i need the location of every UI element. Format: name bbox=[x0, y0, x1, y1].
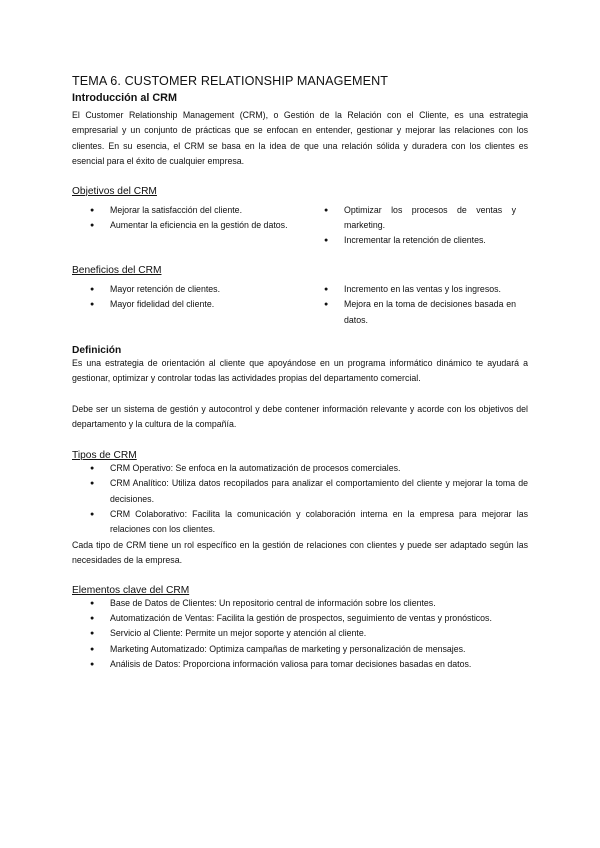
bullet-icon: ● bbox=[90, 301, 95, 309]
list-item: ● Incrementar la retención de clientes. bbox=[324, 233, 516, 248]
definicion-paragraph-2: Debe ser un sistema de gestión y autocontrol y debe contener información relevante y acorde con los objetivos del departamento y la cultura de la compañía. bbox=[72, 403, 528, 430]
bullet-icon: ● bbox=[90, 222, 95, 230]
beneficios-col-left bbox=[72, 282, 318, 328]
definicion-heading: Definición bbox=[72, 345, 122, 357]
list-item: ● Incremento en las ventas y los ingresos. bbox=[324, 282, 516, 297]
tipos-closing: Cada tipo de CRM tiene un rol específico en la gestión de relaciones con clientes y puede ser adaptado según las necesidades de la empresa. bbox=[72, 539, 528, 566]
elementos-list bbox=[72, 596, 528, 673]
document-title: TEMA 6. CUSTOMER RELATIONSHIP MANAGEMENT bbox=[72, 74, 389, 88]
list-item: ● CRM Operativo: Se enfoca en la automatización de procesos comerciales. bbox=[90, 461, 528, 476]
bullet-icon: ● bbox=[90, 614, 95, 622]
beneficios-col-right bbox=[324, 282, 516, 328]
objetivos-col-left bbox=[72, 203, 318, 249]
bullet-icon: ● bbox=[90, 661, 95, 669]
tipos-heading: Tipos de CRM bbox=[72, 449, 137, 461]
beneficios-heading: Beneficios del CRM bbox=[72, 264, 162, 276]
list-item: ● Optimizar los procesos de ventas y marketing. bbox=[324, 203, 516, 234]
bullet-icon: ● bbox=[90, 206, 95, 214]
objetivos-heading: Objetivos del CRM bbox=[72, 185, 157, 197]
bullet-icon: ● bbox=[324, 285, 329, 293]
list-item: ● Análisis de Datos: Proporciona información valiosa para tomar decisiones basadas en datos. bbox=[90, 657, 528, 672]
bullet-icon: ● bbox=[324, 237, 329, 245]
list-item: ● Mejorar la satisfacción del cliente. bbox=[90, 203, 318, 218]
bullet-icon: ● bbox=[90, 480, 95, 488]
objetivos-list bbox=[72, 203, 528, 249]
list-item: ● Aumentar la eficiencia en la gestión de datos. bbox=[90, 218, 318, 233]
list-item: ● Marketing Automatizado: Optimiza campañas de marketing y personalización de mensajes. bbox=[90, 642, 528, 657]
tipos-list bbox=[72, 461, 528, 538]
list-item: ● CRM Analítico: Utiliza datos recopilados para analizar el comportamiento del cliente y mejorar la toma de decisiones. bbox=[90, 476, 528, 507]
list-item: ● Mayor fidelidad del cliente. bbox=[90, 297, 318, 312]
list-item: ● Servicio al Cliente: Permite un mejor soporte y atención al cliente. bbox=[90, 626, 528, 641]
intro-paragraph: El Customer Relationship Management (CRM), o Gestión de la Relación con el Cliente, es una estrategia empresarial y un conjunto de prácticas que se enfocan en entender, gestionar y mejorar las relaciones con los clientes. En su esencia, el CRM se basa en la idea de que una relación sólida y duradera con los clientes es esencial para el éxito de cualquier empresa. bbox=[72, 110, 528, 167]
bullet-icon: ● bbox=[90, 645, 95, 653]
bullet-icon: ● bbox=[324, 301, 329, 309]
list-item: ● Mejora en la toma de decisiones basada en datos. bbox=[324, 297, 516, 328]
intro-heading: Introducción al CRM bbox=[72, 92, 177, 104]
definicion-paragraph-1: Es una estrategia de orientación al cliente que apoyándose en un programa informático dinámico te ayudará a gestionar, optimizar y controlar todas las actividades propias del departamento comercial. bbox=[72, 358, 528, 384]
elementos-heading: Elementos clave del CRM bbox=[72, 584, 190, 596]
bullet-icon: ● bbox=[324, 206, 329, 214]
list-item: ● Base de Datos de Clientes: Un repositorio central de información sobre los clientes. bbox=[90, 596, 528, 611]
bullet-icon: ● bbox=[90, 630, 95, 638]
bullet-icon: ● bbox=[90, 285, 95, 293]
list-item: ● CRM Colaborativo: Facilita la comunicación y colaboración interna en la empresa para mejorar las relaciones con los clientes. bbox=[90, 507, 528, 538]
list-item: ● Mayor retención de clientes. bbox=[90, 282, 318, 297]
bullet-icon: ● bbox=[90, 599, 95, 607]
objetivos-col-right bbox=[324, 203, 516, 249]
beneficios-list bbox=[72, 282, 528, 328]
list-item: ● Automatización de Ventas: Facilita la gestión de prospectos, seguimiento de ventas y pronósticos. bbox=[90, 611, 528, 626]
bullet-icon: ● bbox=[90, 510, 95, 518]
bullet-icon: ● bbox=[90, 464, 95, 472]
